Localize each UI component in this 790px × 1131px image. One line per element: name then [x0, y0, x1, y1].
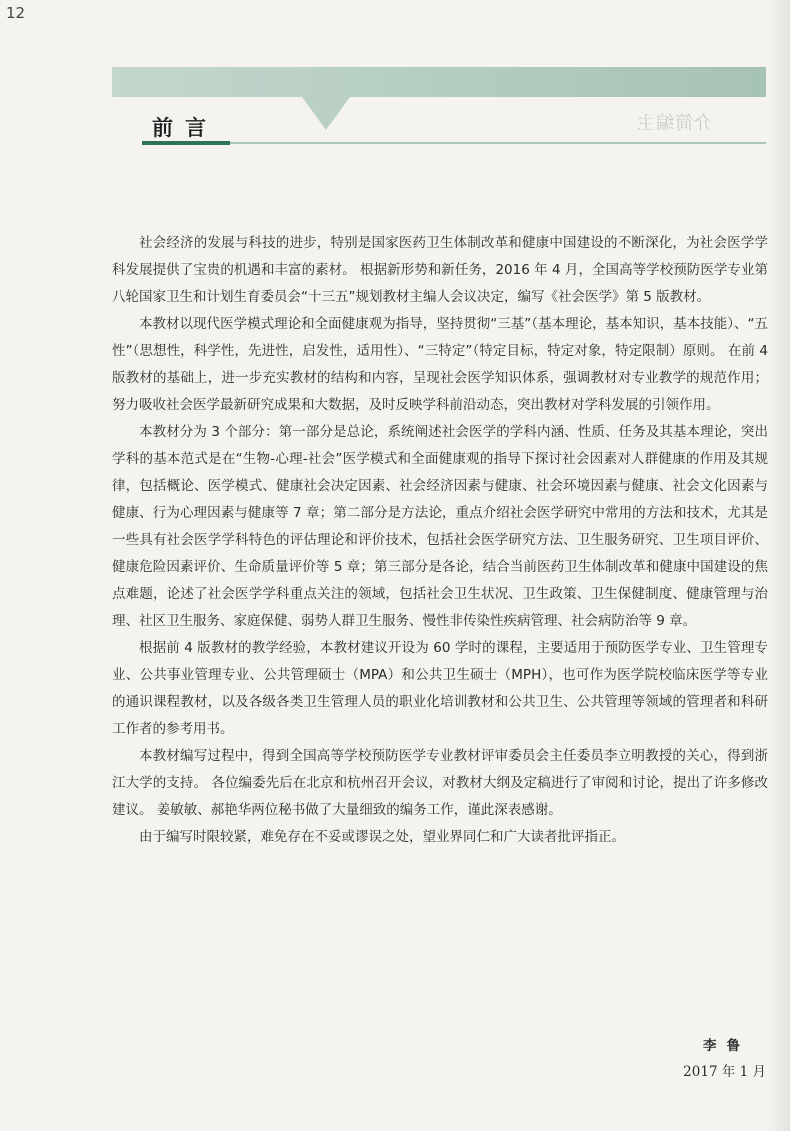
paragraph: 本教材编写过程中，得到全国高等学校预防医学专业教材评审委员会主任委员李立明教授的关心，得到浙江大学的支持。 各位编委先后在北京和杭州召开会议，对教材大纲及定稿进行了审阅和讨论，提出了许多修改建议。 姜敏敏、郝艳华两位秘书做了大量细致的编务工作，谨此深表感谢。	[112, 748, 768, 818]
section-title: 前言	[152, 116, 218, 140]
paragraph: 本教材以现代医学模式理论和全面健康观为指导，坚持贯彻“三基”（基本理论，基本知识，基本技能）、“五性”（思想性，科学性，先进性，启发性，适用性）、“三特定”（特定目标，特定对象，特定限制）原则。 在前 4 版教材的基础上，进一步充实教材的结构和内容，呈现社会医学知识体系，强调教材对专业教学的规范作用；努力吸收社会医学最新研究成果和大数据，及时反映学科前沿动态，突出教材对学科发展的引领作用。	[112, 316, 768, 413]
paragraph: 本教材分为 3 个部分：第一部分是总论，系统阐述社会医学的学科内涵、性质、任务及其基本理论，突出学科的基本范式是在“生物-心理-社会”医学模式和全面健康观的指导下探讨社会因素对人群健康的作用及其规律，包括概论、医学模式、健康社会决定因素、社会经济因素与健康、社会环境因素与健康、社会文化因素与健康、行为心理因素与健康等 7 章；第二部分是方法论，重点介绍社会医学研究中常用的方法和技术，尤其是一些具有社会医学学科特色的评估理论和评价技术，包括社会医学研究方法、卫生服务研究、卫生项目评价、健康危险因素评价、生命质量评价等 5 章；第三部分是各论，结合当前医药卫生体制改革和健康中国建设的焦点难题，论述了社会医学学科重点关注的领域，包括社会卫生状况、卫生政策、卫生保健制度、健康管理与治理、社区卫生服务、家庭保健、弱势人群卫生服务、慢性非传染性疾病管理、社会病防治等 9 章。	[112, 424, 768, 629]
paragraph: 社会经济的发展与科技的进步，特别是国家医药卫生体制改革和健康中国建设的不断深化，为社会医学学科发展提供了宝贵的机遇和丰富的素材。 根据新形势和新任务，2016 年 4 月，全国高等学校预防医学专业第八轮国家卫生和计划生育委员会“十三五”规划教材主编人会议决定，编写《社会医学》第 5 版教材。	[112, 235, 768, 305]
paragraph: 根据前 4 版教材的教学经验，本教材建议开设为 60 学时的课程，主要适用于预防医学专业、卫生管理专业、公共事业管理专业、公共管理硕士（MPA）和公共卫生硕士（MPH），也可作为医学院校临床医学等专业的通识课程教材，以及各级各类卫生管理人员的职业化培训教材和公共卫生、公共管理等领域的管理者和科研工作者的参考用书。	[112, 640, 768, 737]
preface-body	[112, 230, 768, 851]
preface-date: 2017 年 1 月	[683, 1064, 766, 1080]
author-signature: 李鲁	[703, 1038, 750, 1054]
title-underline-light	[230, 142, 766, 144]
show-through-text: 介简编主	[636, 113, 712, 134]
page-number: 12	[6, 4, 26, 22]
paragraph: 由于编写时限较紧，难免存在不妥或谬误之处，望业界同仁和广大读者批评指正。	[139, 829, 625, 845]
page-edge-shadow	[768, 0, 790, 1131]
